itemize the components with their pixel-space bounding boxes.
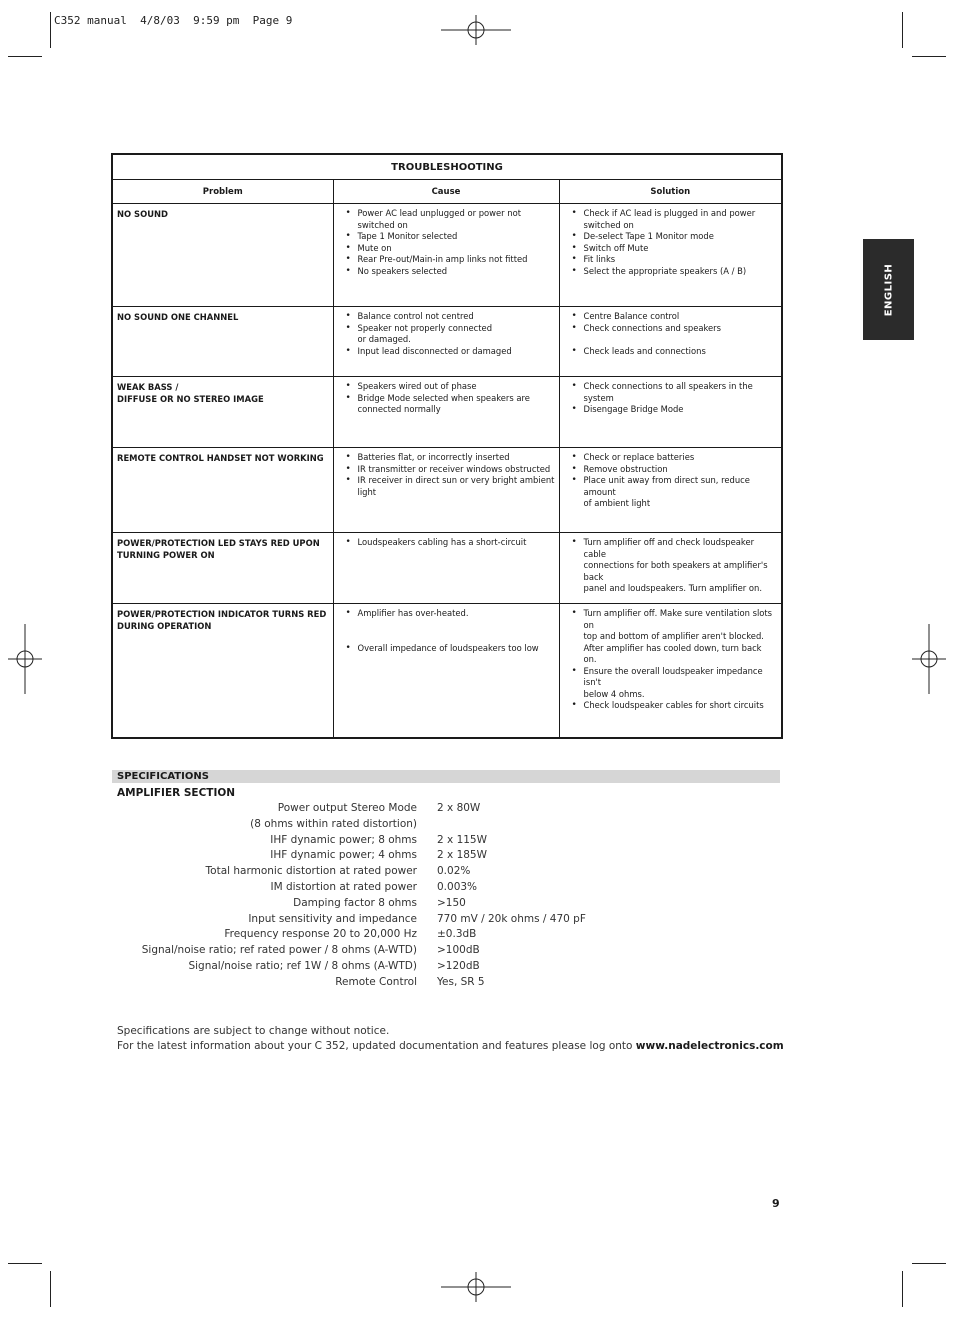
cause-item: • Overall impedance of loudspeakers too low <box>344 643 555 655</box>
solution-item: • Check connections and speakers <box>570 323 778 335</box>
solution-item: • Place unit away from direct sun, reduce amount of ambient light <box>570 475 778 510</box>
cause-list <box>344 208 555 277</box>
spec-value: 0.003% <box>437 880 478 893</box>
spec-label: Damping factor 8 ohms <box>293 896 417 909</box>
spec-label: Signal/noise ratio; ref rated power / 8 ohms (A-WTD) <box>141 944 417 957</box>
website-link[interactable]: www.nadelectronics.com <box>635 1040 784 1052</box>
solution-list <box>570 208 778 277</box>
cause-item: • Balance control not centred <box>344 311 555 323</box>
cause-item: • IR transmitter or receiver windows obstructed <box>344 464 555 476</box>
solution-list <box>570 452 778 510</box>
registration-mark-icon <box>441 15 511 45</box>
crop-mark <box>902 12 903 48</box>
column-header-cause: Cause <box>333 180 559 204</box>
cause-item: • Speaker not properly connected or damaged. <box>344 323 555 346</box>
footnote-line-1: Specifications are subject to change without notice. <box>117 1025 390 1037</box>
language-tab <box>863 239 914 340</box>
cause-item: • Bridge Mode selected when speakers are connected normally <box>344 393 555 416</box>
solution-cell <box>559 307 782 377</box>
cause-item: • Mute on <box>344 243 555 255</box>
registration-mark-icon <box>912 624 946 694</box>
registration-mark-icon <box>8 624 42 694</box>
spec-label: Power output Stereo Mode <box>277 802 417 814</box>
crop-mark <box>50 1271 51 1307</box>
column-header-solution: Solution <box>559 180 782 204</box>
cause-item: • Loudspeakers cabling has a short-circuit <box>344 537 555 549</box>
specifications-heading-bar <box>112 770 780 783</box>
troubleshooting-title: TROUBLESHOOTING <box>112 154 782 180</box>
registration-mark-icon <box>441 1272 511 1302</box>
spec-value: 0.02% <box>437 865 471 878</box>
spec-label: Total harmonic distortion at rated power <box>205 865 417 878</box>
cause-item: • Power AC lead unplugged or power not switched on <box>344 208 555 231</box>
problem-text: NO SOUND ONE CHANNEL <box>117 312 239 322</box>
solution-cell <box>559 448 782 533</box>
troubleshooting-rows <box>112 204 782 738</box>
solution-list <box>570 381 778 416</box>
solution-cell <box>559 533 782 604</box>
spec-label: IM distortion at rated power <box>270 880 417 893</box>
cause-item: • No speakers selected <box>344 266 555 278</box>
solution-item: • Check or replace batteries <box>570 452 778 464</box>
spec-value: >120dB <box>437 959 480 972</box>
cause-cell <box>333 448 559 533</box>
crop-mark <box>912 1263 946 1264</box>
cause-item <box>344 620 555 632</box>
language-tab-label: ENGLISH <box>883 263 894 316</box>
solution-item: • Turn amplifier off. Make sure ventilation slots on top and bottom of amplifier aren't blocked. After amplifier has cooled down, turn back on. <box>570 608 778 666</box>
spec-label: Frequency response 20 to 20,000 Hz <box>224 928 417 941</box>
troubleshooting-table <box>111 153 783 739</box>
cause-cell <box>333 533 559 604</box>
problem-cell <box>112 377 333 448</box>
problem-cell <box>112 604 333 738</box>
spec-label: (8 ohms within rated distortion) <box>250 817 417 830</box>
footnote-line-2-text: For the latest information about your C 352, updated documentation and features please log onto <box>117 1040 636 1052</box>
spec-value: >100dB <box>437 944 480 957</box>
solution-list <box>570 311 778 357</box>
print-slug: C352 manual 4/8/03 9:59 pm Page 9 <box>54 14 293 27</box>
spec-value: 770 mV / 20k ohms / 470 pF <box>437 912 586 925</box>
cause-list <box>344 381 555 416</box>
cause-item: • Batteries flat, or incorrectly inserted <box>344 452 555 464</box>
page-number: 9 <box>772 1197 780 1210</box>
cause-cell <box>333 204 559 307</box>
cause-cell <box>333 604 559 738</box>
spec-label: Remote Control <box>335 975 417 988</box>
cause-item <box>344 631 555 643</box>
spec-value: 2 x 115W <box>437 833 487 846</box>
troubleshooting-row <box>112 533 782 604</box>
solution-item <box>570 334 778 346</box>
footnote-line-2 <box>117 1039 784 1054</box>
spec-label: Signal/noise ratio; ref 1W / 8 ohms (A-WTD) <box>188 959 417 972</box>
spec-value: Yes, SR 5 <box>437 975 485 988</box>
cause-item: • Tape 1 Monitor selected <box>344 231 555 243</box>
problem-text: REMOTE CONTROL HANDSET NOT WORKING <box>117 453 324 463</box>
spec-value: ±0.3dB <box>437 928 477 941</box>
cause-list <box>344 311 555 357</box>
solution-item: • Check connections to all speakers in the system <box>570 381 778 404</box>
cause-list <box>344 537 555 549</box>
cause-item: • Input lead disconnected or damaged <box>344 346 555 358</box>
problem-cell <box>112 307 333 377</box>
spec-label: IHF dynamic power; 4 ohms <box>270 849 417 862</box>
specifications-heading: SPECIFICATIONS <box>117 771 209 782</box>
cause-item: • IR receiver in direct sun or very bright ambient light <box>344 475 555 498</box>
crop-mark <box>8 1263 42 1264</box>
solution-item: • Remove obstruction <box>570 464 778 476</box>
solution-cell <box>559 204 782 307</box>
problem-text: POWER/PROTECTION LED STAYS RED UPON TURNING POWER ON <box>117 538 320 560</box>
cause-item: • Rear Pre-out/Main-in amp links not fitted <box>344 254 555 266</box>
crop-mark <box>912 56 946 57</box>
problem-text: WEAK BASS / DIFFUSE OR NO STEREO IMAGE <box>117 382 264 404</box>
cause-item: • Amplifier has over-heated. <box>344 608 555 620</box>
amplifier-section-heading: AMPLIFIER SECTION <box>117 787 236 799</box>
cause-cell <box>333 307 559 377</box>
solution-item: • Turn amplifier off and check loudspeaker cable connections for both speakers at amplifier's back panel and loudspeakers. Turn amplifier on. <box>570 537 778 595</box>
cause-item: • Speakers wired out of phase <box>344 381 555 393</box>
spec-value: 2 x 80W <box>437 802 481 814</box>
solution-item: • Ensure the overall loudspeaker impedance isn't below 4 ohms. <box>570 666 778 701</box>
troubleshooting-row <box>112 377 782 448</box>
solution-item: • Select the appropriate speakers (A / B) <box>570 266 778 278</box>
solution-item: • Check loudspeaker cables for short circuits <box>570 700 778 712</box>
solution-item: • Disengage Bridge Mode <box>570 404 778 416</box>
solution-item: • Switch off Mute <box>570 243 778 255</box>
solution-cell <box>559 377 782 448</box>
cause-list <box>344 452 555 498</box>
problem-text: NO SOUND <box>117 209 168 219</box>
problem-cell <box>112 204 333 307</box>
footnote <box>117 1024 784 1054</box>
crop-mark <box>902 1271 903 1307</box>
solution-cell <box>559 604 782 738</box>
cause-list <box>344 608 555 654</box>
troubleshooting-row <box>112 604 782 738</box>
problem-cell <box>112 448 333 533</box>
solution-item: • Fit links <box>570 254 778 266</box>
solution-list <box>570 537 778 595</box>
solution-item: • Check if AC lead is plugged in and power switched on <box>570 208 778 231</box>
troubleshooting-row <box>112 448 782 533</box>
solution-item: • Check leads and connections <box>570 346 778 358</box>
spec-value: 2 x 185W <box>437 849 487 862</box>
column-header-problem: Problem <box>112 180 333 204</box>
solution-item: • Centre Balance control <box>570 311 778 323</box>
troubleshooting-row <box>112 307 782 377</box>
problem-cell <box>112 533 333 604</box>
cause-cell <box>333 377 559 448</box>
spec-label: Input sensitivity and impedance <box>248 912 417 925</box>
solution-item: • De-select Tape 1 Monitor mode <box>570 231 778 243</box>
spec-label: IHF dynamic power; 8 ohms <box>270 833 417 846</box>
crop-mark <box>50 12 51 48</box>
spec-value: >150 <box>437 896 466 909</box>
crop-mark <box>8 56 42 57</box>
solution-list <box>570 608 778 712</box>
troubleshooting-row <box>112 204 782 307</box>
problem-text: POWER/PROTECTION INDICATOR TURNS RED DURING OPERATION <box>117 609 327 631</box>
